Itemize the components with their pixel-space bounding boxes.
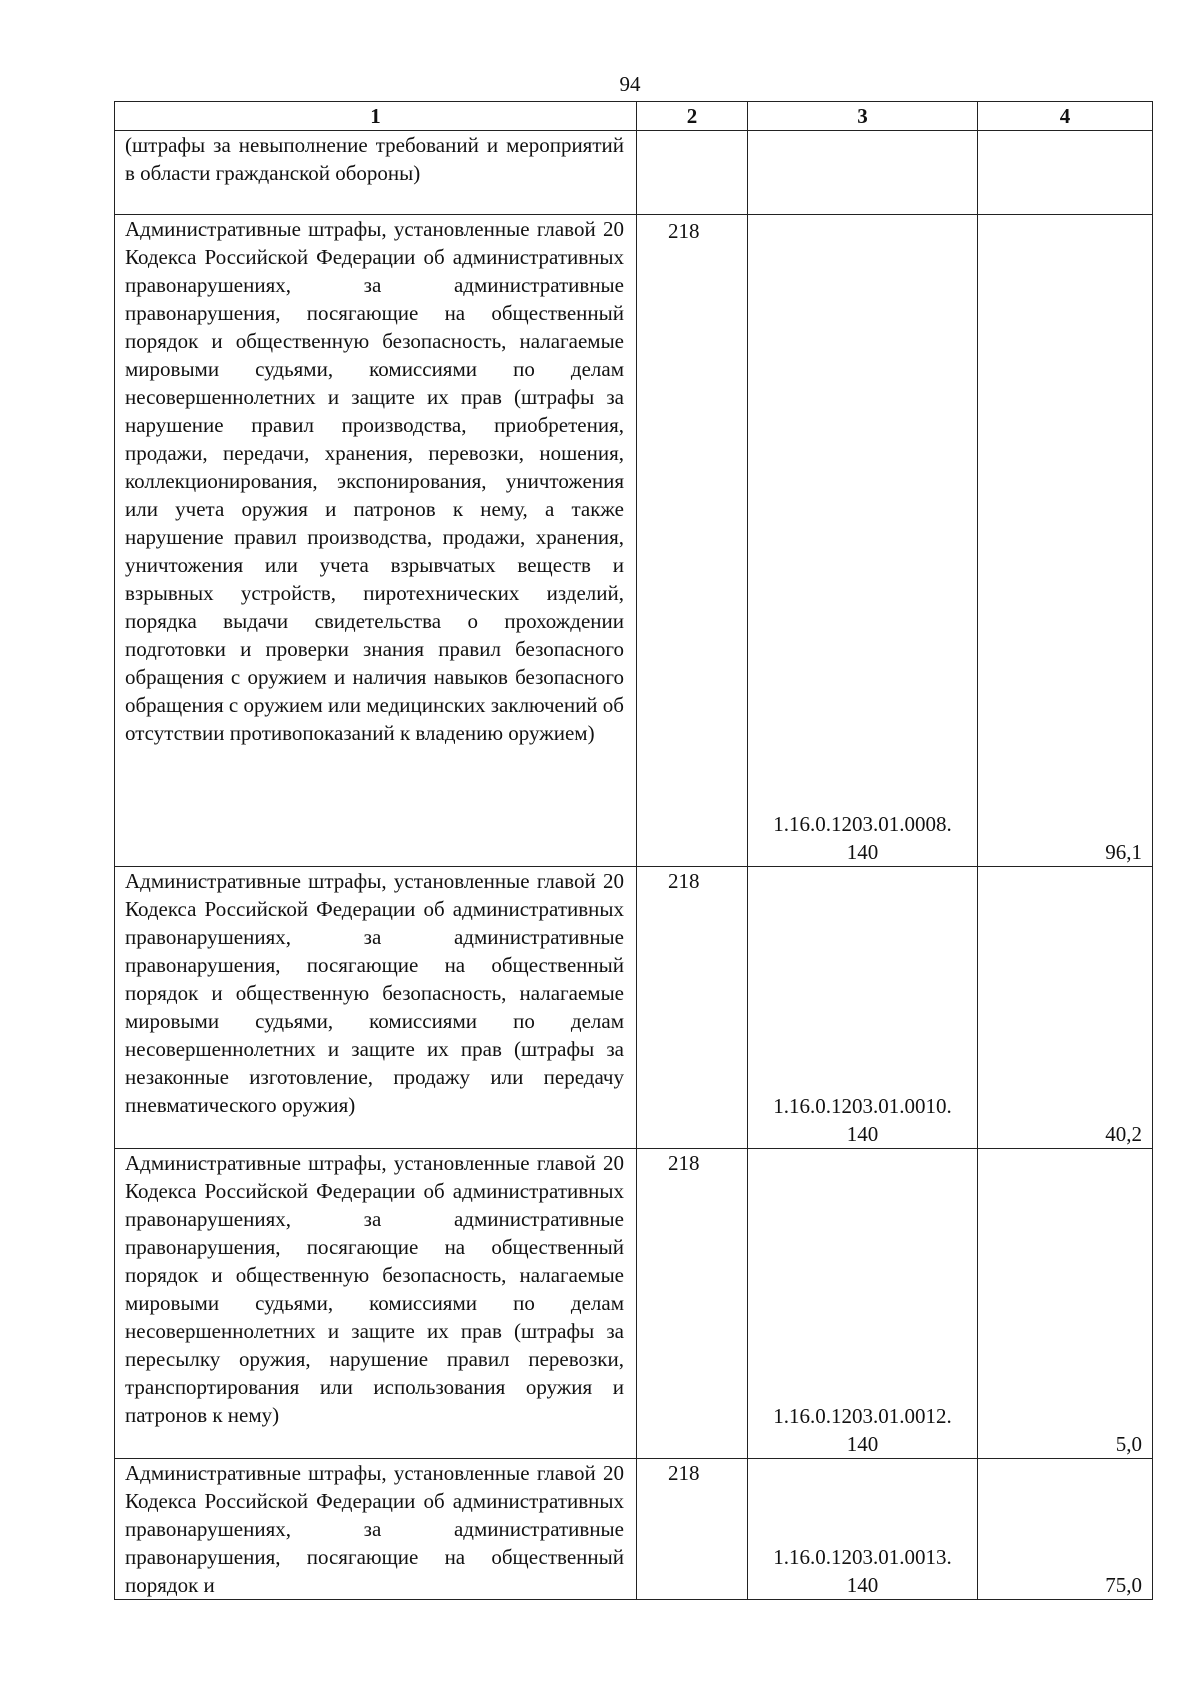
row-amount bbox=[978, 131, 1153, 215]
row-amount bbox=[978, 867, 1153, 1149]
amount-value: 96,1 bbox=[1105, 840, 1142, 864]
code-line-1: 1.16.0.1203.01.0012. bbox=[773, 1404, 952, 1428]
table-row bbox=[115, 1149, 1153, 1459]
row-description: Административные штрафы, установленные главой 20 Кодекса Российской Федерации об административных правонарушениях, за административные правонарушения, посягающие на общественный порядок и общественную безопасность, налагаемые мировыми судьями, комиссиями по делам несовершеннолетних и защите их прав (штрафы за пересылку оружия, нарушение правил перевозки, транспортирования или использования оружия и патронов к нему) bbox=[115, 1149, 637, 1459]
row-admin-code: 218 bbox=[637, 215, 748, 867]
row-description: Административные штрафы, установленные главой 20 Кодекса Российской Федерации об административных правонарушениях, за административные правонарушения, посягающие на общественный порядок и bbox=[115, 1459, 637, 1600]
amount-value: 5,0 bbox=[1115, 1432, 1142, 1456]
revenue-table bbox=[114, 101, 1153, 1600]
table-row bbox=[115, 131, 1153, 215]
table-row bbox=[115, 215, 1153, 867]
row-admin-code: 218 bbox=[637, 867, 748, 1149]
code-line-2: 140 bbox=[846, 1432, 879, 1456]
row-amount bbox=[978, 1149, 1153, 1459]
amount-value: 75,0 bbox=[1105, 1573, 1142, 1597]
code-line-1: 1.16.0.1203.01.0013. bbox=[773, 1545, 952, 1569]
row-classification-code bbox=[748, 131, 978, 215]
row-classification-code bbox=[748, 1149, 978, 1459]
code-line-1: 1.16.0.1203.01.0008. bbox=[773, 812, 952, 836]
row-amount bbox=[978, 1459, 1153, 1600]
table-header-row bbox=[115, 102, 1153, 131]
row-amount bbox=[978, 215, 1153, 867]
table-row bbox=[115, 867, 1153, 1149]
row-admin-code: 218 bbox=[637, 1459, 748, 1600]
code-line-2: 140 bbox=[846, 1122, 879, 1146]
row-description: (штрафы за невыполнение требований и мероприятий в области гражданской обороны) bbox=[115, 131, 637, 215]
row-classification-code bbox=[748, 867, 978, 1149]
code-line-2: 140 bbox=[846, 840, 879, 864]
row-admin-code bbox=[637, 131, 748, 215]
column-header-2: 2 bbox=[637, 102, 748, 131]
row-description: Административные штрафы, установленные главой 20 Кодекса Российской Федерации об административных правонарушениях, за административные правонарушения, посягающие на общественный порядок и общественную безопасность, налагаемые мировыми судьями, комиссиями по делам несовершеннолетних и защите их прав (штрафы за незаконные изготовление, продажу или передачу пневматического оружия) bbox=[115, 867, 637, 1149]
code-line-1: 1.16.0.1203.01.0010. bbox=[773, 1094, 952, 1118]
amount-value: 40,2 bbox=[1105, 1122, 1142, 1146]
row-description: Административные штрафы, установленные главой 20 Кодекса Российской Федерации об административных правонарушениях, за административные правонарушения, посягающие на общественный порядок и общественную безопасность, налагаемые мировыми судьями, комиссиями по делам несовершеннолетних и защите их прав (штрафы за нарушение правил производства, приобретения, продажи, передачи, хранения, перевозки, ношения, коллекционирования, экспонирования, уничтожения или учета оружия и патронов к нему, а также нарушение правил производства, продажи, хранения, уничтожения или учета взрывчатых веществ и взрывных устройств, пиротехнических изделий, порядка выдачи свидетельства о прохождении подготовки и проверки знания правил безопасного обращения с оружием и наличия навыков безопасного обращения с оружием или медицинских заключений об отсутствии противопоказаний к владению оружием) bbox=[115, 215, 637, 867]
column-header-4: 4 bbox=[978, 102, 1153, 131]
page-number: 94 bbox=[619, 72, 641, 96]
row-classification-code bbox=[748, 215, 978, 867]
code-line-2: 140 bbox=[846, 1573, 879, 1597]
row-admin-code: 218 bbox=[637, 1149, 748, 1459]
row-classification-code bbox=[748, 1459, 978, 1600]
column-header-1: 1 bbox=[115, 102, 637, 131]
column-header-3: 3 bbox=[748, 102, 978, 131]
table-row bbox=[115, 1459, 1153, 1600]
